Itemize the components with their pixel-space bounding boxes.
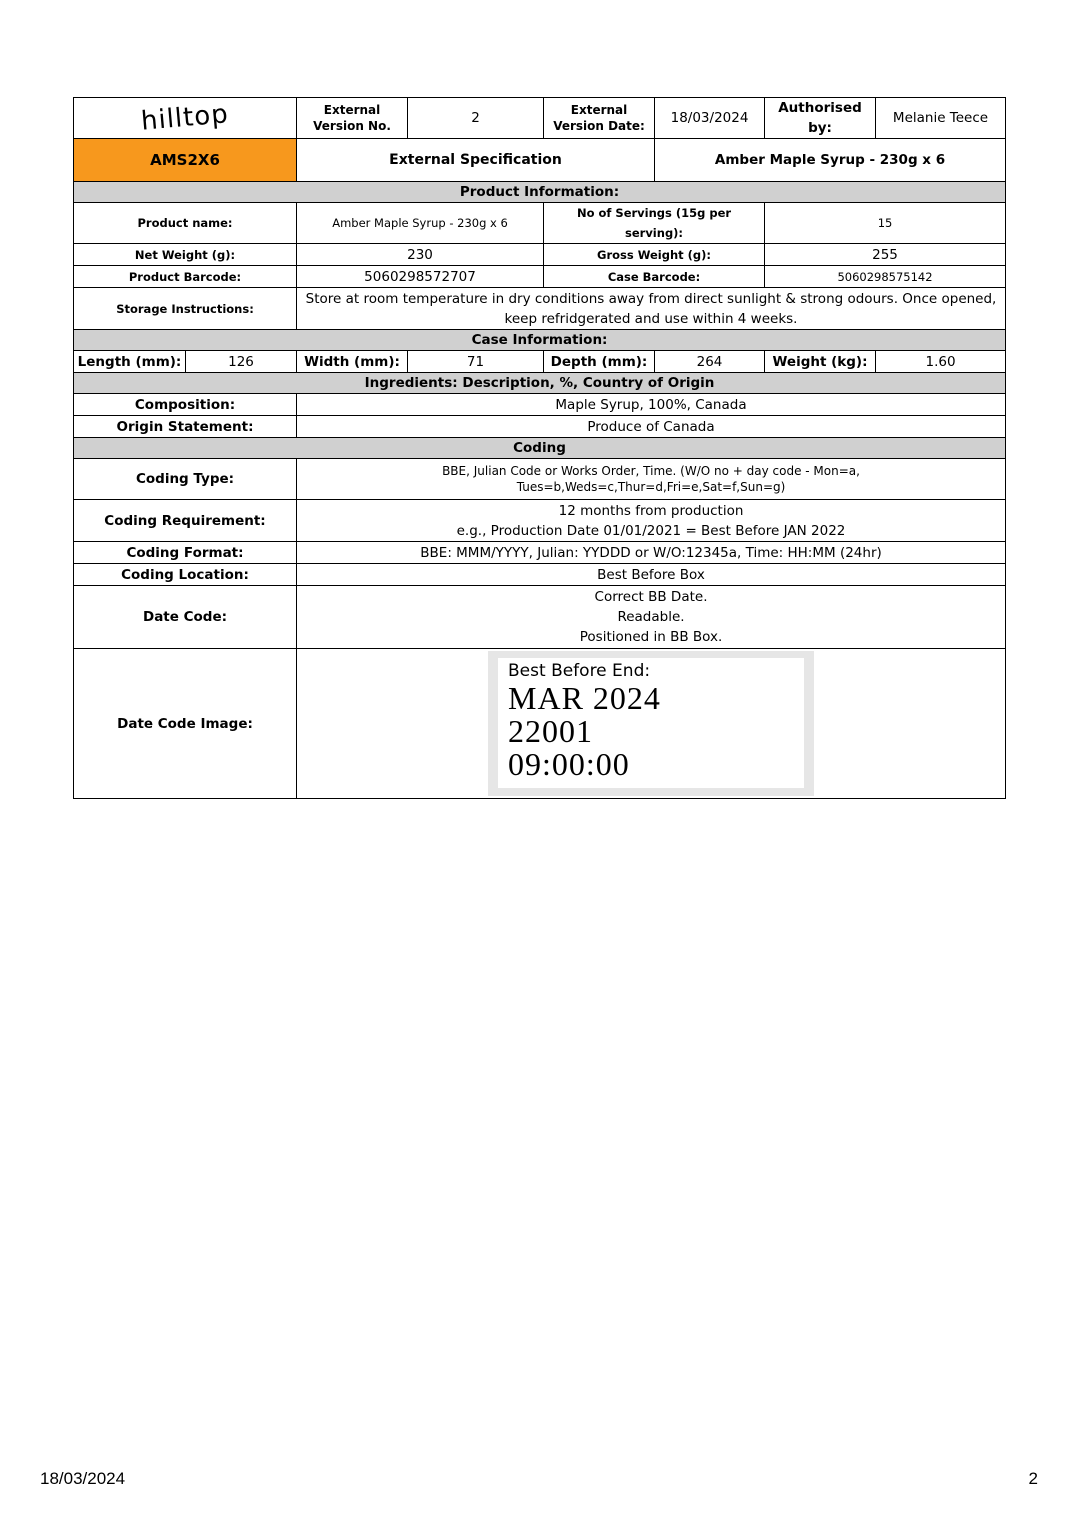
weight-value: 1.60 (876, 351, 1006, 373)
weight-row (74, 244, 1006, 266)
width-value: 71 (408, 351, 544, 373)
length-value: 126 (186, 351, 297, 373)
ext-version-date-label: External Version Date: (544, 98, 655, 139)
depth-value: 264 (655, 351, 765, 373)
authorised-name: Melanie Teece (876, 98, 1006, 139)
coding-requirement-line-1: 12 months from production (558, 502, 744, 519)
origin-row (74, 416, 1006, 438)
origin-label: Origin Statement: (74, 416, 297, 438)
footer-date: 18/03/2024 (40, 1469, 126, 1488)
coding-type-row (74, 459, 1006, 500)
barcode-row (74, 266, 1006, 288)
product-barcode-label: Product Barcode: (74, 266, 297, 288)
net-weight-value: 230 (297, 244, 544, 266)
coding-requirement-line-2: e.g., Production Date 01/01/2021 = Best Before JAN 2022 (456, 522, 846, 539)
authorised-label: Authorised by: (765, 98, 876, 139)
length-label: Length (mm): (74, 351, 186, 373)
product-info-heading: Product Information: (74, 182, 1006, 203)
coding-format-value: BBE: MMM/YYYY, Julian: YYDDD or W/O:12345a, Time: HH:MM (24hr) (297, 542, 1006, 564)
best-before-end-heading: Best Before End: (508, 661, 651, 681)
date-code-line-3: Positioned in BB Box. (579, 629, 723, 645)
coding-type-value (297, 459, 1006, 500)
coding-location-row (74, 564, 1006, 586)
coding-header-row (74, 438, 1006, 459)
product-info-header-row (74, 182, 1006, 203)
spec-title: External Specification (297, 139, 655, 182)
coding-location-value: Best Before Box (297, 564, 1006, 586)
date-code-image-cell (297, 649, 1006, 799)
date-code-label: Date Code: (74, 586, 297, 649)
specification-table (73, 97, 1006, 799)
date-code-line-1: Correct BB Date. (594, 589, 708, 605)
storage-value: Store at room temperature in dry conditions away from direct sunlight & strong odours. Once opened, keep refridgerated and use within 4 weeks. (297, 288, 1006, 330)
date-code-image (488, 651, 814, 796)
ext-version-no-value: 2 (408, 98, 544, 139)
case-barcode-label: Case Barcode: (544, 266, 765, 288)
product-name-value: Amber Maple Syrup - 230g x 6 (297, 203, 544, 244)
weight-label: Weight (kg): (765, 351, 876, 373)
servings-value: 15 (765, 203, 1006, 244)
coding-type-label: Coding Type: (74, 459, 297, 500)
title-row (74, 139, 1006, 182)
ingredients-header-row (74, 373, 1006, 394)
ext-version-date-value: 18/03/2024 (655, 98, 765, 139)
product-name-label: Product name: (74, 203, 297, 244)
ext-version-no-label: External Version No. (297, 98, 408, 139)
date-code-label-print (498, 658, 804, 788)
case-barcode-value: 5060298575142 (765, 266, 1006, 288)
julian-code-text: 22001 (508, 713, 594, 749)
date-code-image-label: Date Code Image: (74, 649, 297, 799)
composition-label: Composition: (74, 394, 297, 416)
storage-row (74, 288, 1006, 330)
depth-label: Depth (mm): (544, 351, 655, 373)
time-code-text: 09:00:00 (508, 746, 630, 782)
date-code-value (297, 586, 1006, 649)
case-dimensions-row (74, 351, 1006, 373)
coding-format-label: Coding Format: (74, 542, 297, 564)
coding-location-label: Coding Location: (74, 564, 297, 586)
gross-weight-label: Gross Weight (g): (544, 244, 765, 266)
date-code-line-2: Readable. (617, 609, 685, 625)
product-name-row (74, 203, 1006, 244)
composition-row (74, 394, 1006, 416)
hilltop-logo: hilltop (74, 98, 297, 139)
product-title: Amber Maple Syrup - 230g x 6 (655, 139, 1006, 182)
header-row (74, 98, 1006, 139)
coding-requirement-label: Coding Requirement: (74, 500, 297, 542)
footer-page-number: 2 (1028, 1469, 1038, 1488)
case-info-heading: Case Information: (74, 330, 1006, 351)
ingredients-heading: Ingredients: Description, %, Country of Origin (74, 373, 1006, 394)
coding-type-line-1: BBE, Julian Code or Works Order, Time. (W/O no + day code - Mon=a, (442, 464, 860, 478)
best-before-date-text: MAR 2024 (508, 680, 661, 716)
coding-heading: Coding (74, 438, 1006, 459)
coding-requirement-value (297, 500, 1006, 542)
date-code-row (74, 586, 1006, 649)
gross-weight-value: 255 (765, 244, 1006, 266)
width-label: Width (mm): (297, 351, 408, 373)
composition-value: Maple Syrup, 100%, Canada (297, 394, 1006, 416)
product-code: AMS2X6 (74, 139, 297, 182)
servings-label: No of Servings (15g per serving): (544, 203, 765, 244)
origin-value: Produce of Canada (297, 416, 1006, 438)
date-code-image-row (74, 649, 1006, 799)
product-barcode-value: 5060298572707 (297, 266, 544, 288)
net-weight-label: Net Weight (g): (74, 244, 297, 266)
coding-format-row (74, 542, 1006, 564)
coding-type-line-2: Tues=b,Weds=c,Thur=d,Fri=e,Sat=f,Sun=g) (516, 480, 786, 494)
case-info-header-row (74, 330, 1006, 351)
storage-label: Storage Instructions: (74, 288, 297, 330)
coding-requirement-row (74, 500, 1006, 542)
